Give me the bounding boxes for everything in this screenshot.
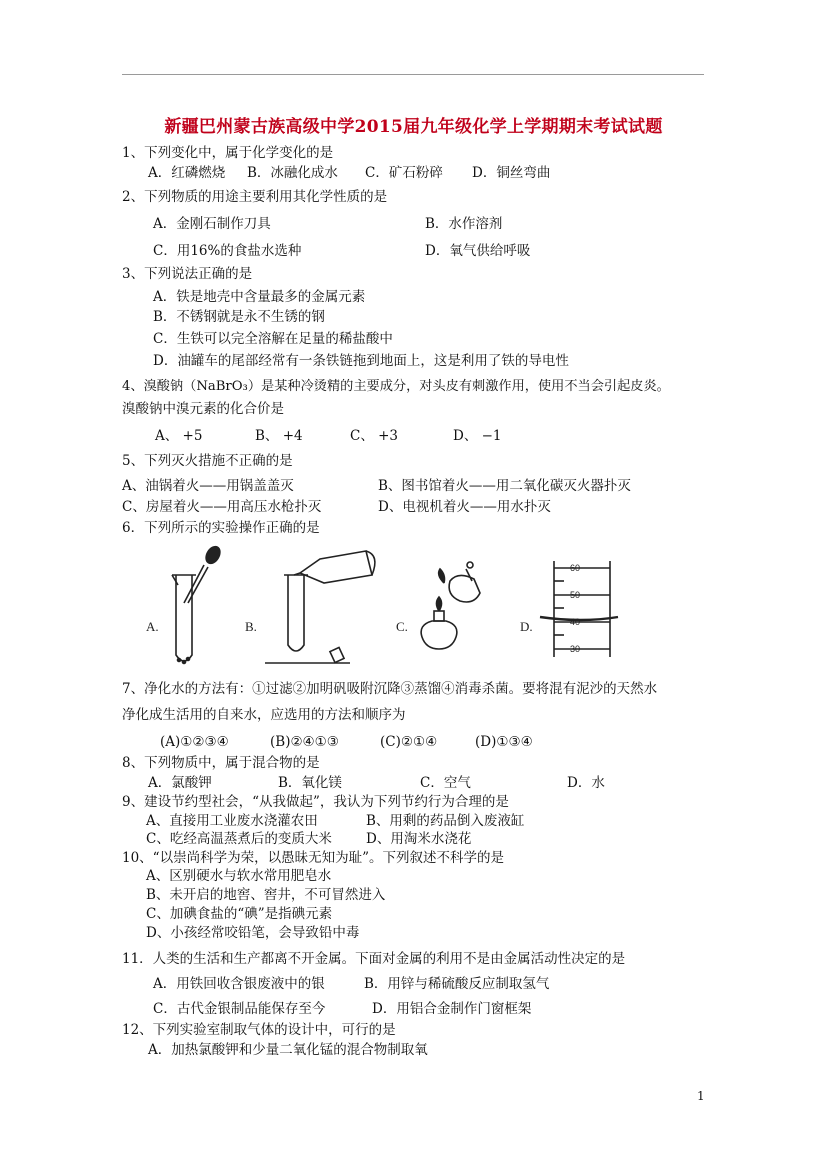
q11-option-d: D．用铝合金制作门窗框架 bbox=[372, 1001, 532, 1017]
q10-option-d: D、小孩经常咬铅笔，会导致铅中毒 bbox=[146, 925, 360, 941]
q7-option-b: (B)②④①③ bbox=[270, 734, 339, 750]
q8-option-d: D．水 bbox=[567, 775, 605, 791]
q2-option-a: A．金刚石制作刀具 bbox=[153, 216, 271, 232]
q7-stem-line2: 净化成生活用的自来水，应选用的方法和顺序为 bbox=[122, 707, 406, 723]
q8-option-a: A．氯酸钾 bbox=[148, 775, 212, 791]
q11-option-b: B．用锌与稀硫酸反应制取氢气 bbox=[364, 976, 550, 992]
q7-option-d: (D)①③④ bbox=[475, 734, 533, 750]
q5-stem: 5、下列灭火措施不正确的是 bbox=[122, 453, 293, 469]
figure-label-c: C. bbox=[396, 619, 408, 634]
q9-option-d: D、用淘米水浇花 bbox=[366, 831, 472, 847]
q3-option-a: A．铁是地壳中含量最多的金属元素 bbox=[153, 289, 366, 305]
page-number: 1 bbox=[697, 1089, 705, 1103]
q7-option-c: (C)②①④ bbox=[380, 734, 438, 750]
q3-stem: 3、下列说法正确的是 bbox=[122, 266, 253, 282]
q3-option-d: D．油罐车的尾部经常有一条铁链拖到地面上，这是利用了铁的导电性 bbox=[153, 353, 569, 369]
q9-option-c: C、吃经高温蒸煮后的变质大米 bbox=[146, 831, 332, 847]
q3-option-b: B．不锈钢就是永不生锈的钢 bbox=[153, 309, 325, 325]
cylinder-tick-60: 60 bbox=[570, 563, 581, 573]
q11-option-a: A．用铁回收含银废液中的银 bbox=[153, 976, 325, 992]
q10-stem: 10、“以崇尚科学为荣，以愚昧无知为耻”。下列叙述不科学的是 bbox=[122, 850, 504, 866]
q2-option-d: D．氧气供给呼吸 bbox=[425, 243, 531, 259]
lab-operations-figure bbox=[140, 545, 620, 670]
q1-option-b: B．冰融化成水 bbox=[247, 165, 338, 181]
q9-option-b: B、用剩的药品倒入废液缸 bbox=[366, 813, 525, 829]
figure-d-graduated-cylinder bbox=[540, 561, 618, 657]
q5-option-c: C、房屋着火——用高压水枪扑灭 bbox=[122, 499, 322, 515]
q10-option-c: C、加碘食盐的“碘”是指碘元素 bbox=[146, 906, 333, 922]
figure-label-b: B. bbox=[245, 619, 257, 634]
q6-stem: 6．下列所示的实验操作正确的是 bbox=[122, 520, 320, 536]
q8-option-c: C．空气 bbox=[420, 775, 471, 791]
q4-option-d: D、 −1 bbox=[453, 428, 502, 444]
cylinder-tick-30: 30 bbox=[570, 644, 581, 654]
q7-stem-line1: 7、净化水的方法有：①过滤②加明矾吸附沉降③蒸馏④消毒杀菌。要将混有泥沙的天然水 bbox=[122, 681, 658, 697]
figure-b-pouring-liquid bbox=[265, 551, 375, 663]
q4-option-c: C、 +3 bbox=[350, 428, 399, 444]
q2-stem: 2、下列物质的用途主要利用其化学性质的是 bbox=[122, 189, 388, 205]
q4-option-b: B、 +4 bbox=[255, 428, 303, 444]
q5-option-a: A、油锅着火——用锅盖盖灭 bbox=[122, 478, 294, 494]
q1-option-c: C．矿石粉碎 bbox=[365, 165, 443, 181]
q4-option-a: A、 +5 bbox=[155, 428, 203, 444]
q9-stem: 9、建设节约型社会，“从我做起”，我认为下列节约行为合理的是 bbox=[122, 794, 509, 810]
q9-option-a: A、直接用工业废水浇灌农田 bbox=[146, 813, 318, 829]
cylinder-tick-50: 50 bbox=[570, 590, 581, 600]
exam-title: 新疆巴州蒙古族高级中学2015届九年级化学上学期期末考试试题 bbox=[164, 117, 663, 137]
q1-option-d: D．铜丝弯曲 bbox=[472, 165, 551, 181]
q2-option-c: C．用16%的食盐水选种 bbox=[153, 243, 302, 259]
figure-c-alcohol-lamps bbox=[421, 562, 480, 649]
figure-label-a: A. bbox=[146, 619, 159, 634]
cylinder-tick-40: 40 bbox=[570, 617, 581, 627]
q10-option-b: B、未开启的地窖、窖井，不可冒然进入 bbox=[146, 887, 386, 903]
q4-stem-line2: 溴酸钠中溴元素的化合价是 bbox=[122, 401, 284, 417]
q1-stem: 1、下列变化中，属于化学变化的是 bbox=[122, 145, 334, 161]
q10-option-a: A、区别硬水与软水常用肥皂水 bbox=[146, 868, 332, 884]
figure-label-d: D. bbox=[520, 619, 533, 634]
q3-option-c: C．生铁可以完全溶解在足量的稀盐酸中 bbox=[153, 331, 393, 347]
q1-option-a: A．红磷燃烧 bbox=[148, 165, 226, 181]
q8-stem: 8、下列物质中，属于混合物的是 bbox=[122, 755, 320, 771]
q5-option-d: D、电视机着火——用水扑灭 bbox=[378, 499, 551, 515]
q5-option-b: B、图书馆着火——用二氧化碳灭火器扑灭 bbox=[378, 478, 631, 494]
q8-option-b: B．氧化镁 bbox=[278, 775, 342, 791]
q11-stem: 11．人类的生活和生产都离不开金属。下面对金属的利用不是由金属活动性决定的是 bbox=[122, 951, 626, 967]
q2-option-b: B．水作溶剂 bbox=[425, 216, 503, 232]
q4-stem-line1: 4、溴酸钠（NaBrO₃）是某种冷烫精的主要成分，对头皮有刺激作用，使用不当会引起皮炎。 bbox=[122, 379, 670, 394]
q12-option-a: A．加热氯酸钾和少量二氧化锰的混合物制取氧 bbox=[148, 1042, 428, 1058]
q7-option-a: (A)①②③④ bbox=[160, 734, 229, 750]
q11-option-c: C．古代金银制品能保存至今 bbox=[153, 1001, 326, 1017]
q12-stem: 12、下列实验室制取气体的设计中，可行的是 bbox=[122, 1022, 396, 1038]
header-rule bbox=[122, 74, 704, 75]
figure-a-dropper-in-tube bbox=[172, 545, 223, 664]
